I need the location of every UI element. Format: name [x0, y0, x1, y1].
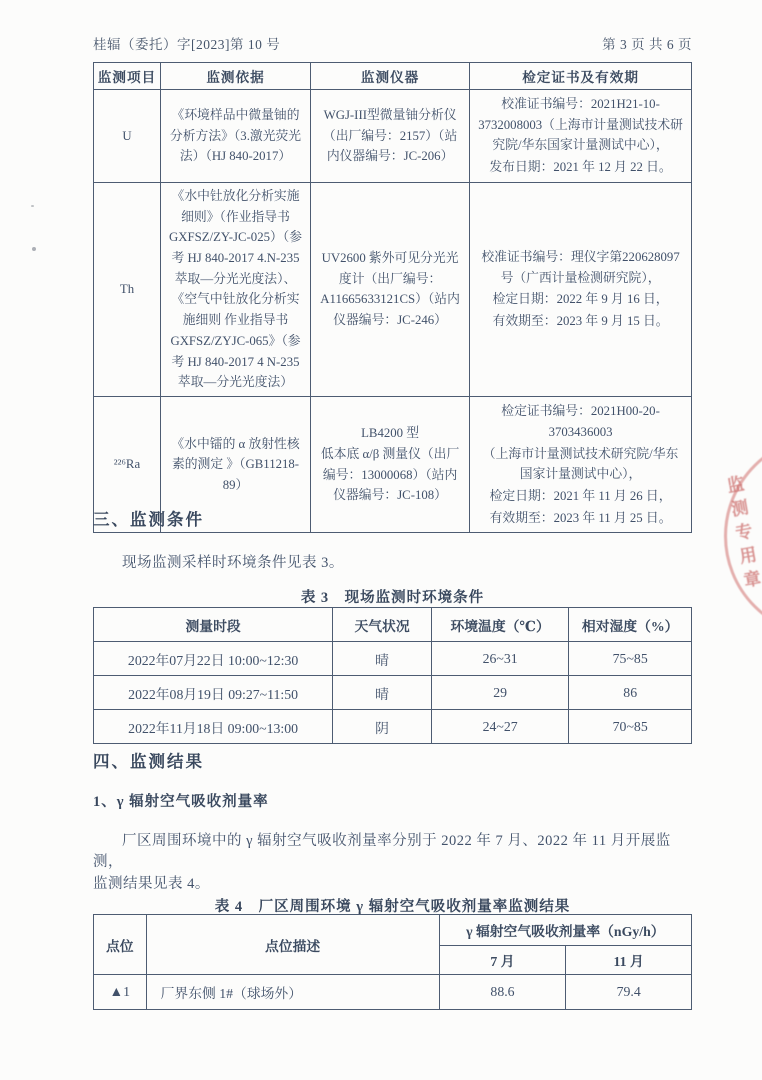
instrument-cell	[311, 397, 470, 533]
basis-cell: 《环境样品中微量铀的分析方法》（3.激光荧光法）（HJ 840-2017）	[160, 90, 310, 183]
instrument-table	[93, 62, 692, 533]
instrument-line: 低本底 α/β 测量仪（出厂编号：13000068）（站内仪器编号：JC-108）	[320, 447, 460, 503]
weather-cell: 晴	[333, 676, 432, 710]
scan-speck	[32, 247, 36, 251]
humidity-cell: 70~85	[569, 710, 692, 744]
instrument-cell: WGJ-III型微量铀分析仪（出厂编号：2157）（站内仪器编号：JC-206）	[311, 90, 470, 183]
section4-title: 四、监测结果	[93, 752, 204, 771]
col-header-point: 点位	[94, 915, 147, 975]
basis-cell: 《水中钍放化分析实施细则》（作业指导书GXFSZ/ZY-JC-025）（参考 HJ 840-2017 4.N-235萃取—分光光度法）、《空气中钍放化分析实施细则 作业指导书GXFSZ/ZYJC-065》（参考 HJ 840-2017 4 N-235萃取—分光光度法）	[160, 182, 310, 396]
env-table-row	[94, 710, 692, 744]
description-cell: 厂界东侧 1#（球场外）	[146, 975, 439, 1010]
col-header-period: 测量时段	[94, 608, 333, 642]
humidity-cell: 75~85	[569, 642, 692, 676]
weather-cell: 阴	[333, 710, 432, 744]
table-row-uranium	[94, 90, 692, 183]
dose-rate-table	[93, 914, 692, 1010]
instrument-line: LB4200 型	[361, 426, 420, 441]
instrument-table-header-row	[94, 63, 692, 90]
env-table-header-row	[94, 608, 692, 642]
instrument-cell: UV2600 紫外可见分光光度计（出厂编号：A11665633121CS）（站内仪器编号：JC-246）	[311, 182, 470, 396]
item-cell: Th	[94, 182, 161, 396]
november-value-cell: 79.4	[566, 975, 692, 1010]
col-header-instrument: 监测仪器	[311, 63, 470, 90]
certificate-line: 发布日期：2021 年 12 月 22 日。	[489, 160, 672, 175]
dose-table-group-header-row	[94, 915, 692, 946]
certificate-line: 校准证书编号：2021H21-10-3732008003（上海市计量测试技术研究院/华东国家计量测试中心），	[478, 97, 683, 153]
weather-cell: 晴	[333, 642, 432, 676]
col-header-basis: 监测依据	[160, 63, 310, 90]
section4-paragraph-line2: 监测结果见表 4。	[93, 876, 210, 892]
table4-title: 表 4 厂区周围环境 γ 辐射空气吸收剂量率监测结果	[214, 899, 571, 915]
col-header-description: 点位描述	[146, 915, 439, 975]
certificate-line: （上海市计量测试技术研究院/华东国家计量测试中心），	[482, 446, 679, 482]
page-number: 第 3 页 共 6 页	[602, 37, 692, 52]
certificate-line: 有效期至：2023 年 11 月 25 日。	[489, 510, 672, 525]
col-header-july: 7 月	[439, 946, 566, 975]
section4-paragraph-line1: 厂区周围环境中的 γ 辐射空气吸收剂量率分别于 2022 年 7 月、2022 年 11 月开展监测，	[93, 833, 671, 870]
col-header-temperature: 环境温度（℃）	[431, 608, 569, 642]
section4-subtitle: 1、γ 辐射空气吸收剂量率	[93, 794, 269, 810]
page-header	[93, 33, 692, 53]
col-header-dose-group: γ 辐射空气吸收剂量率（nGy/h）	[439, 915, 691, 946]
certificate-line: 有效期至：2023 年 9 月 15 日。	[492, 314, 669, 329]
temperature-cell: 24~27	[431, 710, 569, 744]
temperature-cell: 29	[431, 676, 569, 710]
certificate-line: 校准证书编号：理仪字第220628097 号（广西计量检测研究院），	[481, 250, 680, 285]
certificate-cell	[470, 182, 692, 396]
item-cell: ²²⁶Ra	[94, 397, 161, 533]
item-cell: U	[94, 90, 161, 183]
col-header-item: 监测项目	[94, 63, 161, 90]
table-row-thorium	[94, 182, 692, 396]
section3-paragraph: 现场监测采样时环境条件见表 3。	[122, 555, 344, 571]
certificate-line: 检定日期：2021 年 11 月 26 日，	[489, 488, 672, 503]
col-header-november: 11 月	[566, 946, 692, 975]
env-table-row	[94, 676, 692, 710]
point-cell: ▲1	[94, 975, 147, 1010]
certificate-line: 检定证书编号：2021H00-20-3703436003	[501, 404, 660, 439]
col-header-certificate: 检定证书及有效期	[470, 63, 692, 90]
period-cell: 2022年07月22日 10:00~12:30	[94, 642, 333, 676]
env-conditions-table	[93, 607, 692, 744]
red-seal-fragment	[704, 449, 762, 617]
table3-title: 表 3 现场监测时环境条件	[300, 590, 485, 606]
basis-cell: 《水中镭的 α 放射性核素的测定 》（GB11218-89）	[160, 397, 310, 533]
july-value-cell: 88.6	[439, 975, 566, 1010]
period-cell: 2022年11月18日 09:00~13:00	[94, 710, 333, 744]
period-cell: 2022年08月19日 09:27~11:50	[94, 676, 333, 710]
temperature-cell: 26~31	[431, 642, 569, 676]
scan-speck	[31, 205, 34, 207]
seal-ring-arc	[724, 449, 762, 617]
col-header-humidity: 相对湿度（%）	[569, 608, 692, 642]
certificate-cell	[470, 90, 692, 183]
env-table-row	[94, 642, 692, 676]
doc-number: 桂辐（委托）字[2023]第 10 号	[93, 37, 281, 52]
col-header-weather: 天气状况	[333, 608, 432, 642]
section3-title: 三、监测条件	[93, 510, 204, 529]
humidity-cell: 86	[569, 676, 692, 710]
certificate-line: 检定日期：2022 年 9 月 16 日，	[492, 292, 669, 307]
seal-text: 监测专用章	[722, 474, 762, 596]
certificate-cell	[470, 397, 692, 533]
dose-table-row	[94, 975, 692, 1010]
